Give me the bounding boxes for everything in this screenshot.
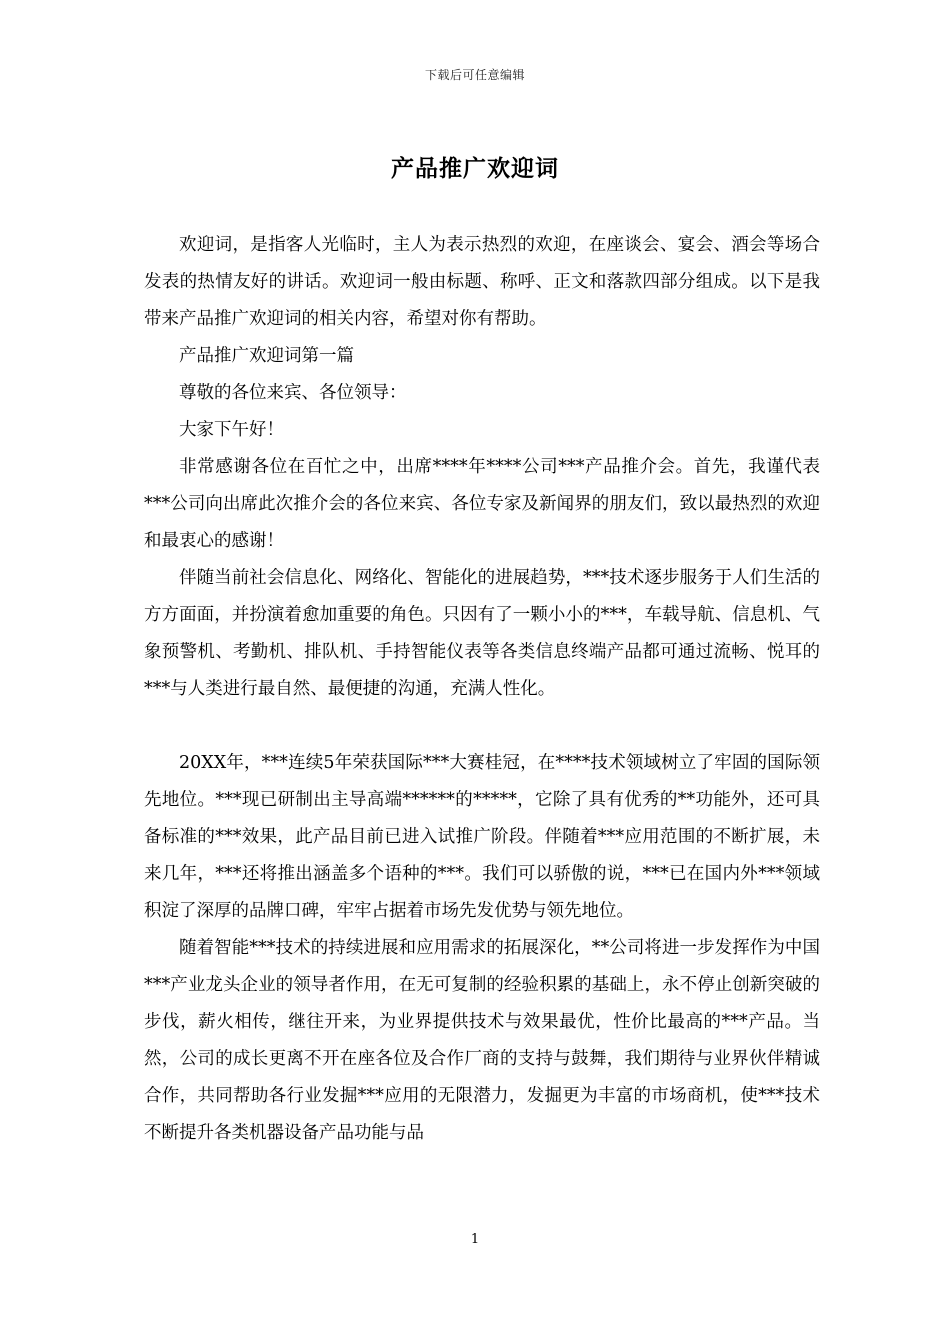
- body-paragraph-achievements: 20XX年，***连续5年荣获国际***大赛桂冠，在****技术领域树立了牢固的国际领先地位。***现已研制出主导高端******的*****，它除了具有优秀的**功能外，还可具备标准的***效果，此产品目前已进入试推广阶段。伴随着***应用范围的不断扩展，未来几年，***还将推出涵盖多个语种的***。我们可以骄傲的说，***已在国内外***领域积淀了深厚的品牌口碑，牢牢占据着市场先发优势与领先地位。: [144, 753, 820, 921]
- salutation: 尊敬的各位来宾、各位领导：: [179, 383, 407, 403]
- greeting: 大家下午好！: [179, 420, 284, 440]
- section-heading: 产品推广欢迎词第一篇: [179, 346, 354, 366]
- document-body: [144, 227, 820, 1152]
- page-number: 1: [470, 1232, 480, 1247]
- body-paragraph-outlook: 随着智能***技术的持续进展和应用需求的拓展深化，**公司将进一步发挥作为中国***产业龙头企业的领导者作用，在无可复制的经验积累的基础上，永不停止创新突破的步伐，薪火相传，继往开来，为业界提供技术与效果最优，性价比最高的***产品。当然，公司的成长更离不开在座各位及合作厂商的支持与鼓舞，我们期待与业界伙伴精诚合作，共同帮助各行业发掘***应用的无限潜力，发掘更为丰富的市场商机，使***技术不断提升各类机器设备产品功能与品: [144, 938, 820, 1143]
- body-paragraph-trend: 伴随当前社会信息化、网络化、智能化的进展趋势，***技术逐步服务于人们生活的方方面面，并扮演着愈加重要的角色。只因有了一颗小小的***，车载导航、信息机、气象预警机、考勤机、排队机、手持智能仪表等各类信息终端产品都可通过流畅、悦耳的***与人类进行最自然、最便捷的沟通，充满人性化。: [144, 568, 820, 699]
- body-paragraph-thanks: 非常感谢各位在百忙之中，出席****年****公司***产品推介会。首先，我谨代表***公司向出席此次推介会的各位来宾、各位专家及新闻界的朋友们，致以最热烈的欢迎和最衷心的感谢！: [144, 457, 820, 551]
- header-note: 下载后可任意编辑: [424, 68, 525, 82]
- document-title: 产品推广欢迎词: [391, 155, 559, 182]
- intro-paragraph: 欢迎词，是指客人光临时，主人为表示热烈的欢迎，在座谈会、宴会、酒会等场合发表的热情友好的讲话。欢迎词一般由标题、称呼、正文和落款四部分组成。以下是我带来产品推广欢迎词的相关内容，希望对你有帮助。: [144, 235, 820, 329]
